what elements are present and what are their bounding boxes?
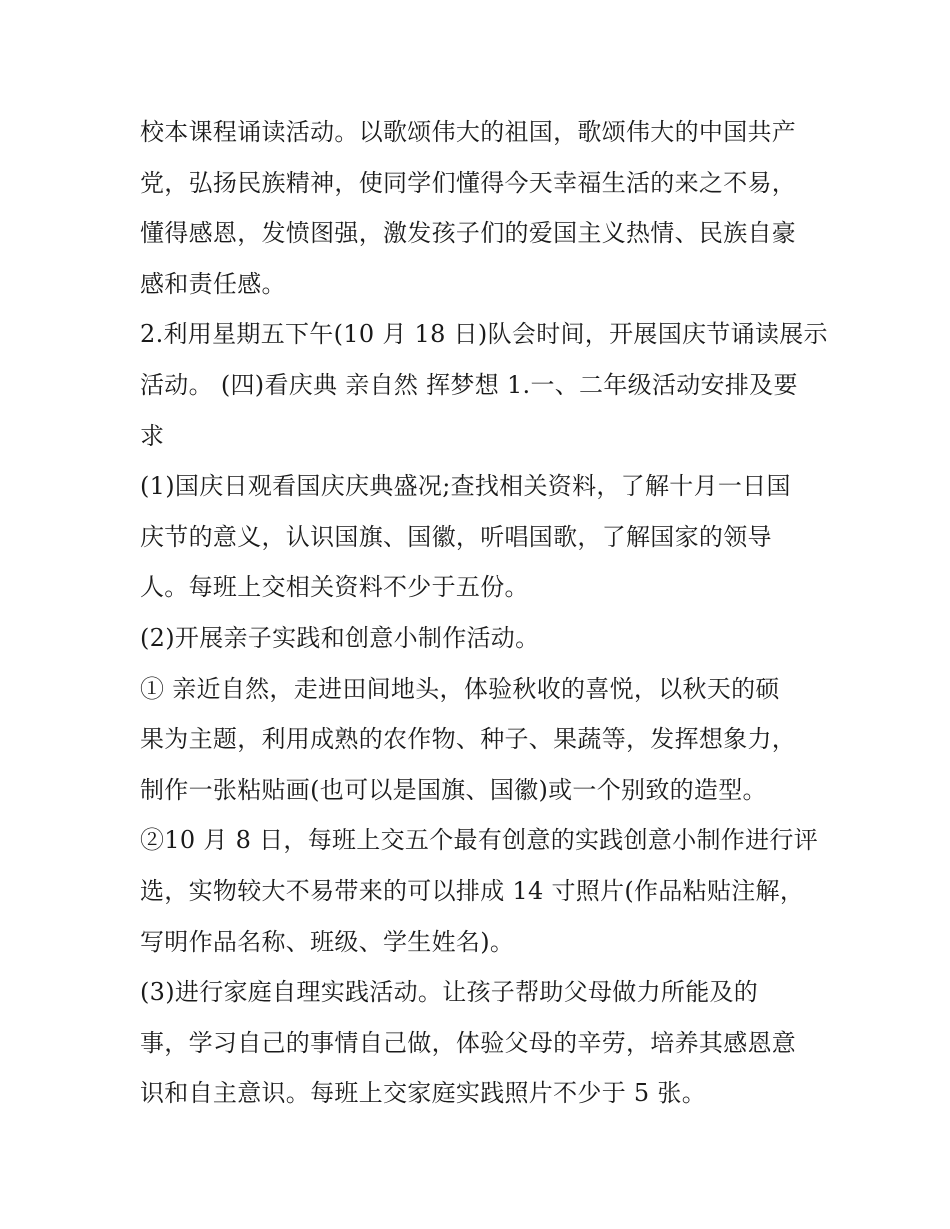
text-line: 人。每班上交相关资料不少于五份。: [140, 573, 529, 602]
text-line: 党，弘扬民族精神，使同学们懂得今天幸福生活的来之不易，: [140, 168, 797, 197]
text-line: 感和责任感。: [140, 269, 286, 298]
text-line: (1)国庆日观看国庆庆典盛况;查找相关资料，了解十月一日国: [140, 472, 791, 501]
text-line: 果为主题，利用成熟的农作物、种子、果蔬等，发挥想象力，: [140, 725, 797, 754]
text-line: 选，实物较大不易带来的可以排成 14 寸照片(作品粘贴注解，: [140, 876, 805, 905]
text-line: 事，学习自己的事情自己做，体验父母的辛劳，培养其感恩意: [140, 1028, 797, 1057]
text-line: 求: [140, 421, 165, 450]
text-line: 校本课程诵读活动。以歌颂伟大的祖国，歌颂伟大的中国共产: [140, 118, 797, 146]
text-line: (2)开展亲子实践和创意小制作活动。: [140, 623, 540, 652]
text-line: 写明作品名称、班级、学生姓名)。: [140, 927, 515, 956]
text-line: 庆节的意义，认识国旗、国徽，听唱国歌，了解国家的领导: [140, 522, 772, 551]
text-line: 识和自主意识。每班上交家庭实践照片不少于 5 张。: [140, 1079, 707, 1108]
text-line: ②10 月 8 日，每班上交五个最有创意的实践创意小制作进行评: [140, 826, 818, 855]
text-line: 制作一张粘贴画(也可以是国旗、国徽)或一个别致的造型。: [140, 775, 767, 804]
text-line: 懂得感恩，发愤图强，激发孩子们的爱国主义热情、民族自豪: [140, 219, 797, 248]
text-line: 活动。 (四)看庆典 亲自然 挥梦想 1.一、二年级活动安排及要: [140, 370, 798, 399]
text-line: ① 亲近自然，走进田间地头，体验秋收的喜悦，以秋天的硕: [140, 674, 780, 703]
text-line: 2.利用星期五下午(10 月 18 日)队会时间，开展国庆节诵读展示: [140, 320, 828, 349]
document-body: [140, 107, 828, 1119]
text-line: (3)进行家庭自理实践活动。让孩子帮助父母做力所能及的: [140, 978, 759, 1007]
